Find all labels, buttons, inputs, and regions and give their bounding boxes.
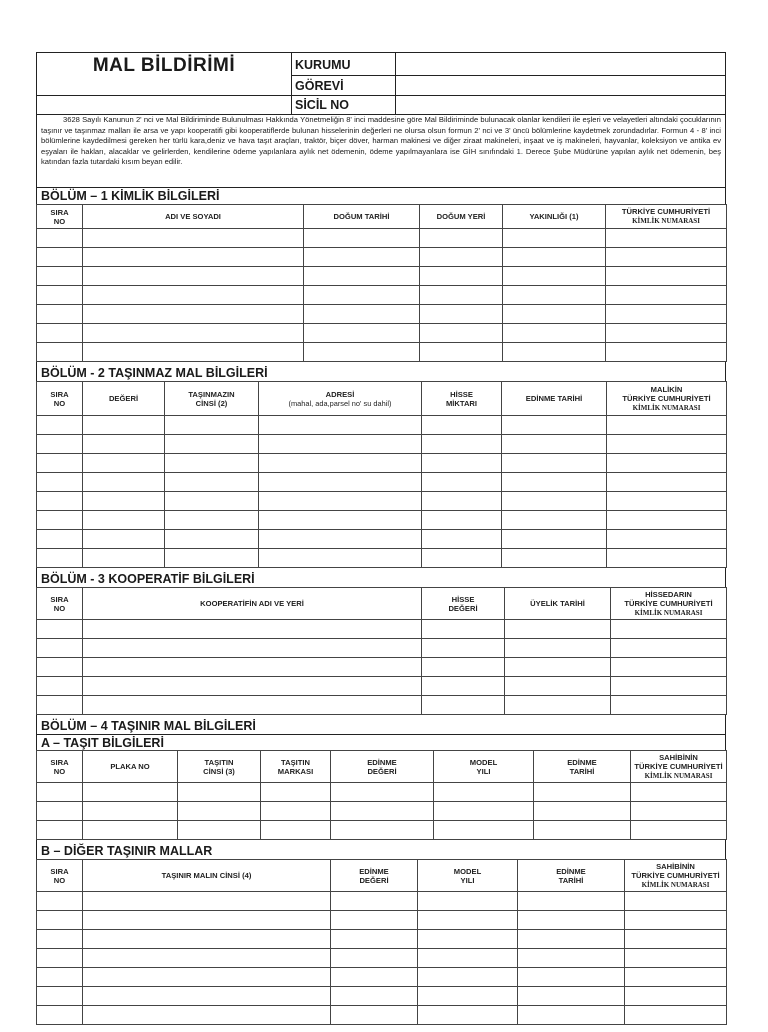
table-cell[interactable] bbox=[331, 949, 418, 968]
col-tasit-cinsi: TAŞITIN CİNSİ (3) bbox=[178, 751, 261, 783]
table-cell[interactable] bbox=[534, 802, 631, 821]
table-cell[interactable] bbox=[518, 911, 625, 930]
table-cell[interactable] bbox=[83, 492, 165, 511]
table-cell[interactable] bbox=[420, 229, 503, 248]
table-cell[interactable] bbox=[607, 511, 727, 530]
table-cell[interactable] bbox=[505, 658, 611, 677]
table-cell[interactable] bbox=[37, 416, 83, 435]
table-cell[interactable] bbox=[625, 1006, 727, 1025]
table-row bbox=[37, 229, 727, 248]
table-cell[interactable] bbox=[422, 473, 502, 492]
table-cell[interactable] bbox=[422, 658, 505, 677]
table-cell[interactable] bbox=[331, 968, 418, 987]
table-cell[interactable] bbox=[165, 454, 259, 473]
form-header bbox=[36, 52, 726, 114]
table-cell[interactable] bbox=[37, 248, 83, 267]
table-cell[interactable] bbox=[83, 511, 165, 530]
table-cell[interactable] bbox=[434, 783, 534, 802]
table-cell[interactable] bbox=[259, 473, 422, 492]
col-model-yili: MODEL YILI bbox=[434, 751, 534, 783]
table-row bbox=[37, 968, 727, 987]
table-cell[interactable] bbox=[37, 930, 83, 949]
table-cell[interactable] bbox=[503, 324, 606, 343]
table-cell[interactable] bbox=[625, 949, 727, 968]
table-row bbox=[37, 892, 727, 911]
col-model-yili: MODEL YILI bbox=[418, 860, 518, 892]
col-hisse-miktari: HİSSE MİKTARI bbox=[422, 382, 502, 416]
section-4b-title: B – DİĞER TAŞINIR MALLAR bbox=[36, 843, 726, 859]
table-cell[interactable] bbox=[259, 416, 422, 435]
section-4a-rows[interactable] bbox=[37, 783, 727, 840]
table-cell[interactable] bbox=[420, 324, 503, 343]
table-cell[interactable] bbox=[37, 802, 83, 821]
table-row bbox=[37, 305, 727, 324]
table-row bbox=[37, 1006, 727, 1025]
table-cell[interactable] bbox=[422, 492, 502, 511]
table-cell[interactable] bbox=[331, 930, 418, 949]
table-cell[interactable] bbox=[422, 696, 505, 715]
table-cell[interactable] bbox=[420, 305, 503, 324]
table-cell[interactable] bbox=[625, 892, 727, 911]
col-plaka-no: PLAKA NO bbox=[83, 751, 178, 783]
table-cell[interactable] bbox=[502, 511, 607, 530]
table-cell[interactable] bbox=[37, 286, 83, 305]
table-cell[interactable] bbox=[503, 343, 606, 362]
table-cell[interactable] bbox=[607, 492, 727, 511]
table-cell[interactable] bbox=[434, 821, 534, 840]
section-2-table bbox=[36, 381, 727, 568]
col-tc-kimlik: TÜRKİYE CUMHURİYETİ KİMLİK NUMARASI bbox=[606, 205, 727, 229]
col-edinme-degeri: EDİNME DEĞERİ bbox=[331, 860, 418, 892]
table-cell[interactable] bbox=[418, 987, 518, 1006]
table-cell[interactable] bbox=[611, 658, 727, 677]
table-cell[interactable] bbox=[259, 454, 422, 473]
table-cell[interactable] bbox=[165, 416, 259, 435]
table-cell[interactable] bbox=[631, 802, 727, 821]
table-cell[interactable] bbox=[625, 968, 727, 987]
col-sira-no: SIRA NO bbox=[37, 860, 83, 892]
table-cell[interactable] bbox=[331, 783, 434, 802]
table-cell[interactable] bbox=[422, 620, 505, 639]
table-cell[interactable] bbox=[83, 549, 165, 568]
section-3-rows[interactable] bbox=[37, 620, 727, 715]
table-cell[interactable] bbox=[165, 511, 259, 530]
col-sira-no: SIRA NO bbox=[37, 588, 83, 620]
table-cell[interactable] bbox=[606, 248, 727, 267]
section-3-table bbox=[36, 587, 727, 715]
section-4-title: BÖLÜM – 4 TAŞINIR MAL BİLGİLERİ bbox=[36, 718, 726, 734]
table-row bbox=[37, 911, 727, 930]
table-cell[interactable] bbox=[625, 911, 727, 930]
table-cell[interactable] bbox=[518, 892, 625, 911]
table-cell[interactable] bbox=[606, 267, 727, 286]
table-cell[interactable] bbox=[304, 343, 420, 362]
table-row bbox=[37, 416, 727, 435]
table-cell[interactable] bbox=[83, 892, 331, 911]
table-cell[interactable] bbox=[631, 821, 727, 840]
table-row bbox=[37, 267, 727, 286]
table-cell[interactable] bbox=[165, 530, 259, 549]
table-cell[interactable] bbox=[503, 305, 606, 324]
col-sira-no: SIRA NO bbox=[37, 205, 83, 229]
table-cell[interactable] bbox=[304, 229, 420, 248]
section-1-title: BÖLÜM – 1 KİMLİK BİLGİLERİ bbox=[36, 188, 726, 204]
col-degeri: DEĞERİ bbox=[83, 382, 165, 416]
table-cell[interactable] bbox=[37, 305, 83, 324]
table-cell[interactable] bbox=[304, 267, 420, 286]
table-cell[interactable] bbox=[37, 987, 83, 1006]
col-tc-kimlik: MALİKİN TÜRKİYE CUMHURİYETİ KİMLİK NUMARASI bbox=[607, 382, 727, 416]
table-row bbox=[37, 473, 727, 492]
table-cell[interactable] bbox=[607, 435, 727, 454]
table-cell[interactable] bbox=[534, 821, 631, 840]
table-cell[interactable] bbox=[165, 549, 259, 568]
table-cell[interactable] bbox=[259, 530, 422, 549]
table-cell[interactable] bbox=[418, 949, 518, 968]
table-cell[interactable] bbox=[422, 677, 505, 696]
section-2-rows[interactable] bbox=[37, 416, 727, 568]
table-row bbox=[37, 658, 727, 677]
table-row bbox=[37, 435, 727, 454]
table-cell[interactable] bbox=[259, 435, 422, 454]
table-cell[interactable] bbox=[502, 473, 607, 492]
table-cell[interactable] bbox=[83, 783, 178, 802]
table-cell[interactable] bbox=[37, 549, 83, 568]
intro-paragraph bbox=[36, 114, 726, 188]
col-edinme-degeri: EDİNME DEĞERİ bbox=[331, 751, 434, 783]
table-cell[interactable] bbox=[261, 783, 331, 802]
table-cell[interactable] bbox=[606, 286, 727, 305]
field-label-gorevi: GÖREVİ bbox=[295, 79, 344, 93]
table-cell[interactable] bbox=[503, 229, 606, 248]
table-cell[interactable] bbox=[502, 530, 607, 549]
table-cell[interactable] bbox=[518, 949, 625, 968]
col-dogum-tarihi: DOĞUM TARİHİ bbox=[304, 205, 420, 229]
col-hisse-degeri: HİSSE DEĞERİ bbox=[422, 588, 505, 620]
table-cell[interactable] bbox=[331, 911, 418, 930]
table-cell[interactable] bbox=[304, 286, 420, 305]
intro-text: 3628 Sayılı Kanunun 2' nci ve Mal Bildiriminde Bulunulması Hakkında Yönetmeliğin 8' inci maddesine göre Mal Bildiriminde bulunacak olanlar kendileri ile eşleri ve velayetleri altındaki çocuklarının taşınır ve taşınmaz malları ile arsa ve yapı kooperatifi gibi kooperatiflerde bulunan hisselerinin değerleri ne olursa olsun formun 2' nci ve 3' üncü bölümlerine kaydetmek zorundadırlar. Formun 4 - 8' inci bölümlerine kaydedilmesi gereken her türlü kara,deniz ve hava taşıt araçları, traktör, biçer döver, harman makinesi ve diğer ziraat makineleri, inşaat ve iş makineleri, hayvanlar, koleksiyon ve antika ev eşyaları ile hakları, alacaklar ve gelirlerden, kendilerine ödeme yapılanlara aylık net ödemenin, ödeme yapılmayanlara ise GİH sınıfındaki 1. Derece Şube Müdürüne yapılan aylık net ödemenin, beş katından fazla tutardaki kısım beyan edilir. bbox=[41, 115, 721, 167]
table-cell[interactable] bbox=[83, 324, 304, 343]
table-cell[interactable] bbox=[259, 492, 422, 511]
form-title: MAL BİLDİRİMİ bbox=[92, 55, 236, 76]
table-cell[interactable] bbox=[37, 492, 83, 511]
table-cell[interactable] bbox=[83, 620, 422, 639]
col-tasinmaz-cinsi: TAŞINMAZIN CİNSİ (2) bbox=[165, 382, 259, 416]
table-row bbox=[37, 821, 727, 840]
table-cell[interactable] bbox=[331, 892, 418, 911]
table-row bbox=[37, 530, 727, 549]
table-cell[interactable] bbox=[37, 511, 83, 530]
table-cell[interactable] bbox=[607, 473, 727, 492]
table-cell[interactable] bbox=[606, 324, 727, 343]
table-cell[interactable] bbox=[625, 930, 727, 949]
table-cell[interactable] bbox=[37, 949, 83, 968]
table-row bbox=[37, 620, 727, 639]
section-3-title: BÖLÜM - 3 KOOPERATİF BİLGİLERİ bbox=[36, 571, 726, 587]
table-cell[interactable] bbox=[502, 549, 607, 568]
table-row bbox=[37, 324, 727, 343]
col-sira-no: SIRA NO bbox=[37, 751, 83, 783]
table-cell[interactable] bbox=[503, 286, 606, 305]
table-cell[interactable] bbox=[37, 343, 83, 362]
table-cell[interactable] bbox=[37, 324, 83, 343]
table-cell[interactable] bbox=[434, 802, 534, 821]
table-cell[interactable] bbox=[261, 821, 331, 840]
col-edinme-tarihi: EDİNME TARİHİ bbox=[534, 751, 631, 783]
col-tc-kimlik: HİSSEDARIN TÜRKİYE CUMHURİYETİ KİMLİK NUMARASI bbox=[611, 588, 727, 620]
table-cell[interactable] bbox=[420, 343, 503, 362]
table-cell[interactable] bbox=[422, 530, 502, 549]
col-dogum-yeri: DOĞUM YERİ bbox=[420, 205, 503, 229]
table-row bbox=[37, 286, 727, 305]
table-cell[interactable] bbox=[505, 696, 611, 715]
table-row bbox=[37, 343, 727, 362]
table-cell[interactable] bbox=[606, 343, 727, 362]
table-row bbox=[37, 930, 727, 949]
table-cell[interactable] bbox=[37, 229, 83, 248]
table-cell[interactable] bbox=[607, 530, 727, 549]
col-tc-kimlik: SAHİBİNİN TÜRKİYE CUMHURİYETİ KİMLİK NUMARASI bbox=[625, 860, 727, 892]
table-cell[interactable] bbox=[502, 416, 607, 435]
table-cell[interactable] bbox=[611, 639, 727, 658]
table-cell[interactable] bbox=[259, 511, 422, 530]
table-cell[interactable] bbox=[422, 511, 502, 530]
section-4b-table bbox=[36, 859, 727, 1025]
table-cell[interactable] bbox=[165, 492, 259, 511]
table-cell[interactable] bbox=[503, 267, 606, 286]
table-cell[interactable] bbox=[418, 968, 518, 987]
table-cell[interactable] bbox=[83, 802, 178, 821]
table-cell[interactable] bbox=[631, 783, 727, 802]
table-cell[interactable] bbox=[165, 473, 259, 492]
table-cell[interactable] bbox=[418, 911, 518, 930]
table-cell[interactable] bbox=[518, 987, 625, 1006]
table-cell[interactable] bbox=[304, 324, 420, 343]
table-cell[interactable] bbox=[83, 343, 304, 362]
table-cell[interactable] bbox=[606, 229, 727, 248]
table-row bbox=[37, 783, 727, 802]
table-cell[interactable] bbox=[37, 267, 83, 286]
table-cell[interactable] bbox=[83, 658, 422, 677]
table-cell[interactable] bbox=[37, 473, 83, 492]
table-cell[interactable] bbox=[37, 783, 83, 802]
col-yakinligi: YAKINLIĞI (1) bbox=[503, 205, 606, 229]
section-1-rows[interactable] bbox=[37, 229, 727, 362]
table-cell[interactable] bbox=[607, 416, 727, 435]
col-adi-soyadi: ADI VE SOYADI bbox=[83, 205, 304, 229]
table-cell[interactable] bbox=[418, 1006, 518, 1025]
table-cell[interactable] bbox=[502, 435, 607, 454]
section-2-title: BÖLÜM - 2 TAŞINMAZ MAL BİLGİLERİ bbox=[36, 365, 726, 381]
table-cell[interactable] bbox=[422, 416, 502, 435]
col-tc-kimlik: SAHİBİNİN TÜRKİYE CUMHURİYETİ KİMLİK NUMARASI bbox=[631, 751, 727, 783]
section-4a-table bbox=[36, 750, 727, 840]
table-cell[interactable] bbox=[420, 248, 503, 267]
table-cell[interactable] bbox=[83, 267, 304, 286]
table-cell[interactable] bbox=[502, 492, 607, 511]
table-cell[interactable] bbox=[37, 620, 83, 639]
table-cell[interactable] bbox=[83, 473, 165, 492]
table-cell[interactable] bbox=[83, 454, 165, 473]
table-cell[interactable] bbox=[625, 987, 727, 1006]
table-cell[interactable] bbox=[83, 696, 422, 715]
table-cell[interactable] bbox=[331, 1006, 418, 1025]
table-cell[interactable] bbox=[505, 639, 611, 658]
table-cell[interactable] bbox=[83, 1006, 331, 1025]
table-cell[interactable] bbox=[83, 229, 304, 248]
table-row bbox=[37, 248, 727, 267]
col-tasit-markasi: TAŞITIN MARKASI bbox=[261, 751, 331, 783]
table-cell[interactable] bbox=[422, 639, 505, 658]
table-cell[interactable] bbox=[418, 930, 518, 949]
table-cell[interactable] bbox=[37, 454, 83, 473]
table-cell[interactable] bbox=[607, 454, 727, 473]
col-sira-no: SIRA NO bbox=[37, 382, 83, 416]
table-cell[interactable] bbox=[37, 639, 83, 658]
table-cell[interactable] bbox=[83, 677, 422, 696]
table-row bbox=[37, 549, 727, 568]
section-4a-title: A – TAŞIT BİLGİLERİ bbox=[36, 734, 726, 750]
table-cell[interactable] bbox=[37, 677, 83, 696]
col-kooperatif-adi: KOOPERATİFİN ADI VE YERİ bbox=[83, 588, 422, 620]
col-edinme-tarihi: EDİNME TARİHİ bbox=[518, 860, 625, 892]
table-row bbox=[37, 677, 727, 696]
table-cell[interactable] bbox=[83, 416, 165, 435]
table-cell[interactable] bbox=[37, 892, 83, 911]
table-cell[interactable] bbox=[422, 435, 502, 454]
table-row bbox=[37, 454, 727, 473]
table-row bbox=[37, 696, 727, 715]
table-cell[interactable] bbox=[518, 930, 625, 949]
table-cell[interactable] bbox=[83, 248, 304, 267]
table-cell[interactable] bbox=[518, 968, 625, 987]
table-cell[interactable] bbox=[505, 677, 611, 696]
table-cell[interactable] bbox=[37, 530, 83, 549]
table-cell[interactable] bbox=[83, 930, 331, 949]
col-adresi: ADRESİ (mahal, ada,parsel no' su dahil) bbox=[259, 382, 422, 416]
table-cell[interactable] bbox=[37, 658, 83, 677]
table-row bbox=[37, 987, 727, 1006]
table-cell[interactable] bbox=[259, 549, 422, 568]
table-cell[interactable] bbox=[83, 911, 331, 930]
table-cell[interactable] bbox=[37, 821, 83, 840]
table-cell[interactable] bbox=[418, 892, 518, 911]
table-row bbox=[37, 492, 727, 511]
table-cell[interactable] bbox=[331, 821, 434, 840]
col-uyelik-tarihi: ÜYELİK TARİHİ bbox=[505, 588, 611, 620]
table-cell[interactable] bbox=[331, 987, 418, 1006]
table-cell[interactable] bbox=[518, 1006, 625, 1025]
table-cell[interactable] bbox=[83, 987, 331, 1006]
table-cell[interactable] bbox=[178, 783, 261, 802]
table-cell[interactable] bbox=[83, 821, 178, 840]
table-cell[interactable] bbox=[37, 1006, 83, 1025]
table-cell[interactable] bbox=[304, 305, 420, 324]
table-cell[interactable] bbox=[83, 530, 165, 549]
table-cell[interactable] bbox=[331, 802, 434, 821]
table-row bbox=[37, 802, 727, 821]
table-cell[interactable] bbox=[505, 620, 611, 639]
table-cell[interactable] bbox=[420, 267, 503, 286]
table-cell[interactable] bbox=[606, 305, 727, 324]
section-1-table bbox=[36, 204, 727, 362]
table-cell[interactable] bbox=[37, 911, 83, 930]
table-row bbox=[37, 639, 727, 658]
table-cell[interactable] bbox=[261, 802, 331, 821]
table-cell[interactable] bbox=[83, 305, 304, 324]
table-cell[interactable] bbox=[502, 454, 607, 473]
table-cell[interactable] bbox=[534, 783, 631, 802]
table-cell[interactable] bbox=[422, 454, 502, 473]
col-edinme-tarihi: EDİNME TARİHİ bbox=[502, 382, 607, 416]
table-cell[interactable] bbox=[165, 435, 259, 454]
table-cell[interactable] bbox=[420, 286, 503, 305]
table-cell[interactable] bbox=[37, 968, 83, 987]
table-cell[interactable] bbox=[83, 949, 331, 968]
table-cell[interactable] bbox=[607, 549, 727, 568]
table-cell[interactable] bbox=[37, 696, 83, 715]
table-cell[interactable] bbox=[37, 435, 83, 454]
table-cell[interactable] bbox=[83, 968, 331, 987]
table-cell[interactable] bbox=[304, 248, 420, 267]
table-cell[interactable] bbox=[178, 821, 261, 840]
table-cell[interactable] bbox=[611, 677, 727, 696]
table-cell[interactable] bbox=[178, 802, 261, 821]
table-cell[interactable] bbox=[611, 620, 727, 639]
declaration-form bbox=[36, 52, 726, 1032]
table-row bbox=[37, 511, 727, 530]
table-cell[interactable] bbox=[83, 435, 165, 454]
field-label-sicil-no: SİCİL NO bbox=[295, 98, 349, 112]
table-cell[interactable] bbox=[83, 639, 422, 658]
field-label-kurumu: KURUMU bbox=[295, 58, 351, 72]
table-cell[interactable] bbox=[611, 696, 727, 715]
col-tasinir-cinsi: TAŞINIR MALIN CİNSİ (4) bbox=[83, 860, 331, 892]
table-row bbox=[37, 949, 727, 968]
table-cell[interactable] bbox=[83, 286, 304, 305]
table-cell[interactable] bbox=[503, 248, 606, 267]
table-cell[interactable] bbox=[422, 549, 502, 568]
section-4b-rows[interactable] bbox=[37, 892, 727, 1025]
